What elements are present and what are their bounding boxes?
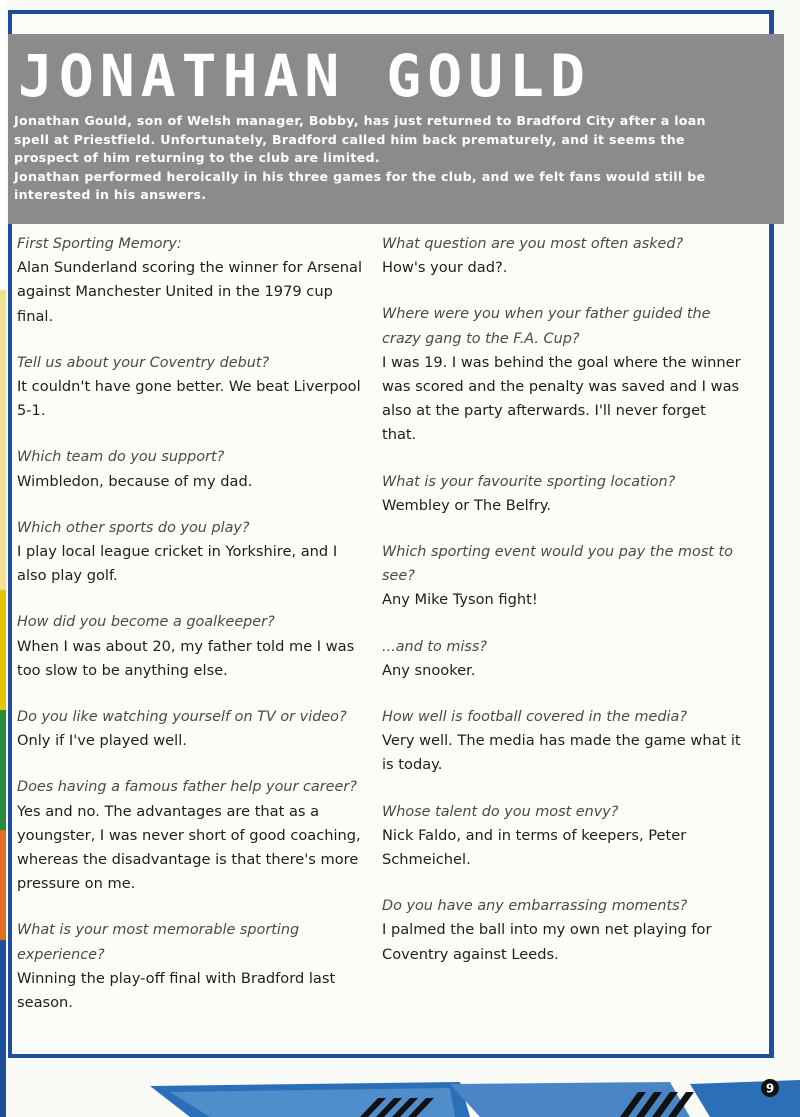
intro-line: Jonathan Gould, son of Welsh manager, Bobby, has just returned to Bradford City after a loan spell at Priestfield. Unfortunately, Bradford called him back prematurely, and it seems the prospect of him returning to the club are limited. bbox=[14, 113, 706, 166]
question: Do you like watching yourself on TV or video? bbox=[17, 709, 347, 726]
question: Which team do you support? bbox=[17, 449, 225, 466]
question: Tell us about your Coventry debut? bbox=[17, 354, 270, 371]
intro-line: Jonathan performed heroically in his three games for the club, and we felt fans would still be interested in his answers. bbox=[14, 168, 706, 203]
answer: Any Mike Tyson fight! bbox=[382, 591, 538, 609]
answer: I play local league cricket in Yorkshire, and I also play golf. bbox=[17, 543, 338, 585]
page-number: 9 bbox=[765, 1081, 775, 1096]
answer: Alan Sunderland scoring the winner for Arsenal against Manchester United in the 1979 cup final. bbox=[17, 259, 362, 325]
qa-item bbox=[382, 232, 742, 280]
qa-item bbox=[382, 800, 742, 873]
qa-item bbox=[17, 775, 365, 896]
qa-item bbox=[17, 610, 365, 683]
question: Where were you when your father guided the crazy gang to the F.A. Cup? bbox=[382, 306, 711, 347]
bottom-decorative-banner bbox=[150, 1078, 800, 1117]
colour-edge-strip bbox=[0, 0, 6, 1117]
question: What is your favourite sporting location? bbox=[382, 473, 676, 490]
question: Whose talent do you most envy? bbox=[382, 803, 619, 820]
answer: Very well. The media has made the game what it is today. bbox=[382, 732, 741, 774]
question: How well is football covered in the media? bbox=[382, 709, 687, 726]
question: How did you become a goalkeeper? bbox=[17, 614, 275, 631]
qa-item bbox=[382, 705, 742, 778]
qa-item bbox=[17, 445, 365, 493]
question: What question are you most often asked? bbox=[382, 236, 684, 252]
answer: Any snooker. bbox=[382, 661, 476, 679]
qa-item bbox=[382, 470, 742, 518]
qa-item bbox=[17, 516, 365, 589]
answer: I was 19. I was behind the goal where the winner was scored and the penalty was saved and I was also at the party afterwards. I'll never forget that. bbox=[382, 353, 741, 444]
answer: Wimbledon, because of my dad. bbox=[17, 472, 253, 490]
answer: Winning the play-off final with Bradford last season. bbox=[17, 969, 336, 1012]
answer: How's your dad?. bbox=[382, 259, 508, 277]
qa-item bbox=[382, 635, 742, 683]
page-title: JONATHAN GOULD bbox=[18, 42, 591, 110]
question: Do you have any embarrassing moments? bbox=[382, 898, 688, 915]
qa-item bbox=[382, 302, 742, 447]
answer: It couldn't have gone better. We beat Liverpool 5-1. bbox=[17, 378, 361, 420]
left-column bbox=[17, 232, 365, 1037]
answer: Only if I've played well. bbox=[17, 732, 187, 750]
question: First Sporting Memory: bbox=[17, 236, 182, 252]
question: Which sporting event would you pay the most to see? bbox=[382, 544, 733, 585]
banner-stripe-right bbox=[690, 1080, 800, 1117]
qa-item bbox=[382, 894, 742, 967]
qa-item bbox=[17, 351, 365, 424]
right-column bbox=[382, 232, 742, 989]
answer: Wembley or The Belfry. bbox=[382, 496, 552, 514]
question: Which other sports do you play? bbox=[17, 519, 250, 536]
question: ...and to miss? bbox=[382, 638, 488, 655]
qa-item bbox=[382, 540, 742, 613]
answer: When I was about 20, my father told me I was too slow to be anything else. bbox=[17, 637, 355, 679]
question: Does having a famous father help your career? bbox=[17, 779, 357, 796]
qa-item bbox=[17, 705, 365, 753]
intro-paragraph bbox=[14, 112, 714, 205]
answer: Nick Faldo, and in terms of keepers, Peter Schmeichel. bbox=[382, 826, 687, 869]
qa-item bbox=[17, 232, 365, 329]
answer: I palmed the ball into my own net playing for Coventry against Leeds. bbox=[382, 921, 712, 963]
qa-item bbox=[17, 918, 365, 1015]
question: What is your most memorable sporting experience? bbox=[17, 922, 300, 963]
answer: Yes and no. The advantages are that as a youngster, I was never short of good coaching, whereas the disadvantage is that there's more pressure on me. bbox=[17, 802, 361, 893]
